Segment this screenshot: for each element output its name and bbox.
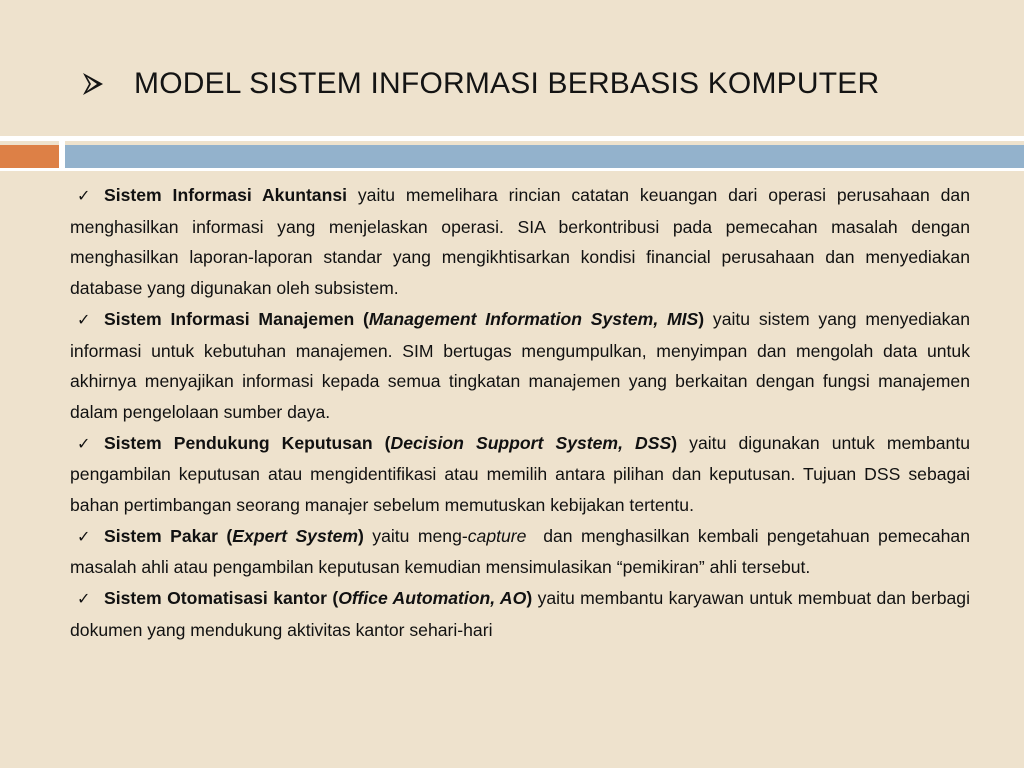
item-text: yaitu memelihara rincian catatan keuangan dari operasi perusahaan dan menghasilkan informasi yang menjelaskan operasi. SIA berkontribusi pada pemecahan masalah dengan menghasilkan laporan-laporan standar yang mengikhtisarkan kondisi financial perusahaan dan menyediakan database yang digunakan oleh subsistem. — [70, 185, 971, 299]
accent-bar-blue — [65, 145, 1024, 168]
list-item-dss — [70, 428, 970, 521]
item-term-english: Expert System — [232, 525, 359, 546]
checkmark-icon: ✓ — [77, 433, 91, 453]
item-paren-open: ( — [218, 525, 233, 546]
item-text: yaitu membantu karyawan untuk membuat dan berbagi dokumen yang mendukung aktivitas kantor sehari-hari — [70, 588, 970, 640]
item-paren-close: ) — [358, 525, 364, 546]
item-term-english: Decision Support System, DSS — [390, 432, 672, 453]
page-title: MODEL SISTEM INFORMASI BERBASIS KOMPUTER — [134, 67, 880, 100]
list-item-sia — [70, 180, 970, 304]
checkmark-icon: ✓ — [77, 589, 91, 609]
item-term: Sistem Informasi Akuntansi — [104, 185, 348, 205]
list-item-mis — [70, 304, 970, 428]
checkmark-icon: ✓ — [77, 526, 91, 546]
item-term: Sistem Informasi Manajemen — [104, 308, 355, 329]
item-paren-close: ) — [698, 308, 705, 329]
item-term: Sistem Otomatisasi kantor — [104, 588, 327, 609]
item-text-b: dan menghasilkan kembali pengetahuan pemecahan masalah ahli atau pengambilan keputusan kemudian mensimulasikan “pemikiran” ahli tersebut. — [70, 525, 975, 578]
item-term: Sistem Pendukung Keputusan — [104, 432, 373, 453]
item-text-italic: capture — [467, 525, 527, 546]
item-text: yaitu sistem yang menyediakan informasi untuk kebutuhan manajemen. SIM bertugas mengumpulkan, menyimpan dan mengolah data untuk akhirnya menyajikan informasi kepada semua tingkatan manajemen yang berkaitan dengan fungsi manajemen dalam pengelolaan sumber daya. — [70, 308, 971, 422]
item-paren-open: ( — [372, 432, 391, 453]
item-paren-close: ) — [526, 588, 533, 609]
list-item-expert-system — [70, 521, 975, 583]
list-item-office-automation — [70, 583, 970, 645]
item-paren-close: ) — [671, 432, 678, 453]
item-term: Sistem Pakar — [104, 525, 219, 546]
checkmark-icon: ✓ — [77, 309, 91, 329]
item-text-a: yaitu meng- — [363, 525, 468, 546]
divider-top — [0, 136, 1024, 141]
divider-bottom — [0, 168, 1024, 171]
item-paren-open: ( — [354, 308, 369, 329]
arrow-bullet-icon — [82, 72, 104, 96]
accent-bar-orange — [0, 145, 59, 168]
item-term-english: Management Information System, MIS — [368, 308, 699, 329]
item-text: yaitu digunakan untuk membantu pengambilan keputusan atau mengidentifikasi atau memilih antara pilihan dan keputusan. Tujuan DSS sebagai bahan pertimbangan seorang manajer sebelum memutuskan kebijakan tertentu. — [70, 432, 970, 516]
content-list — [70, 180, 975, 646]
item-paren-open: ( — [326, 588, 339, 609]
item-term-english: Office Automation, AO — [338, 588, 527, 609]
slide-title-row — [82, 62, 879, 106]
checkmark-icon: ✓ — [77, 186, 91, 205]
